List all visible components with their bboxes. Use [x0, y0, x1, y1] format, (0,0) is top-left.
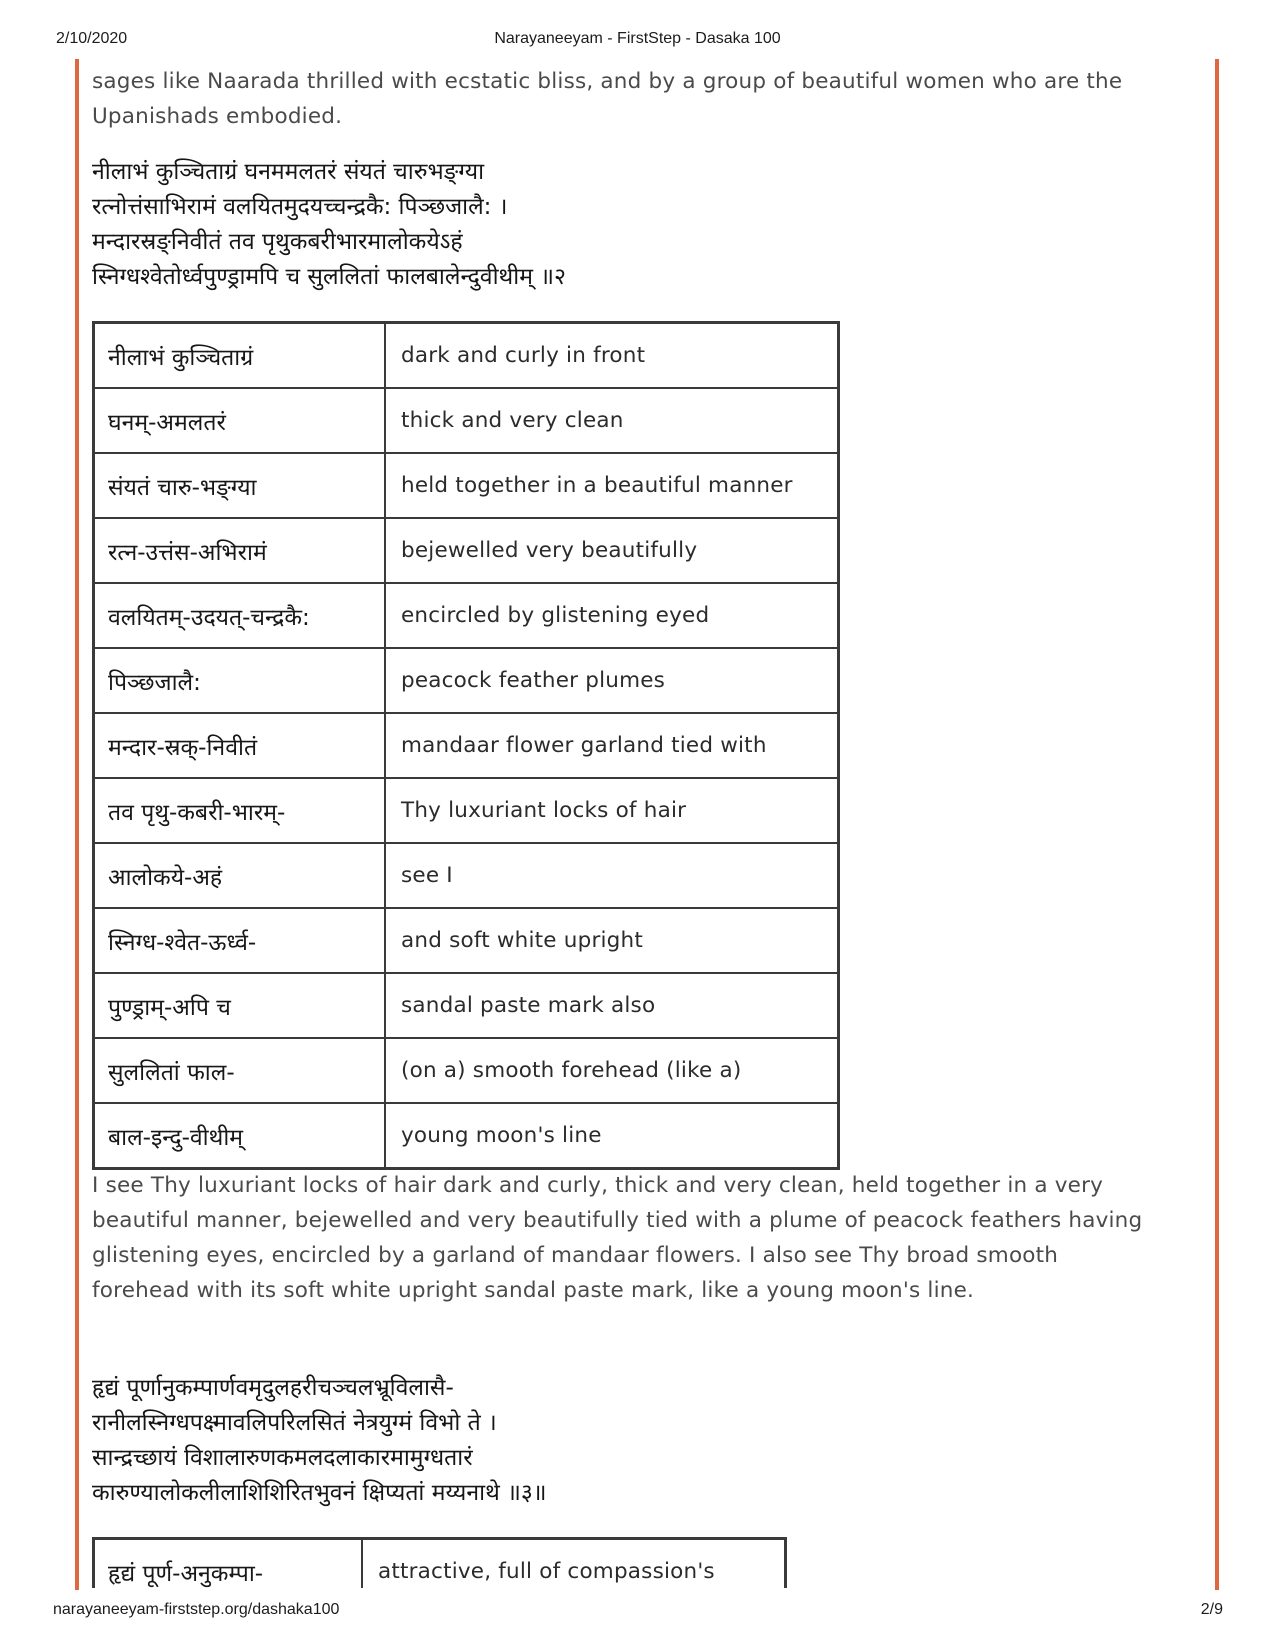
translation-paragraph: I see Thy luxuriant locks of hair dark and curly, thick and very clean, held together in a very beautiful manner, bejewelled and very beautifully tied with a plume of peacock feathers having glistening eyes, encircled by a garland of mandaar flowers. I also see Thy broad smooth forehead with its soft white upright sandal paste mark, like a young moon's line.	[92, 1173, 1143, 1303]
sanskrit-word-cell: घनम्-अमलतरं	[94, 388, 386, 453]
verse-line: मन्दारस्रङ्निवीतं तव पृथुकबरीभारमालोकयेऽहं	[92, 229, 463, 255]
glossary-row	[94, 973, 839, 1038]
sanskrit-word-cell: वलयितम्-उदयत्-चन्द्रकै:	[94, 583, 386, 648]
english-meaning-cell: attractive, full of compassion's	[362, 1539, 786, 1589]
verse-line: रत्नोत्तंसाभिरामं वलयितमुदयच्चन्द्रकै: पिञ्छजालै: ।	[92, 194, 508, 220]
sanskrit-word-cell: पिञ्छजालै:	[94, 648, 386, 713]
verse-line: नीलाभं कुञ्चिताग्रं घनममलतरं संयतं चारुभङ्ग्या	[92, 159, 485, 185]
sanskrit-word-cell: स्निग्ध-श्वेत-ऊर्ध्व-	[94, 908, 386, 973]
english-meaning-cell: (on a) smooth forehead (like a)	[385, 1038, 839, 1103]
glossary-table-verse2	[92, 321, 840, 1170]
glossary-row	[94, 1038, 839, 1103]
verse-line: सान्द्रच्छायं विशालारुणकमलदलाकारमामुग्धतारं	[92, 1445, 473, 1471]
glossary-row	[94, 713, 839, 778]
intro-paragraph: sages like Naarada thrilled with ecstatic bliss, and by a group of beautiful women who are the Upanishads embodied.	[92, 69, 1123, 129]
glossary-row	[94, 908, 839, 973]
glossary-row	[94, 453, 839, 518]
glossary-row	[94, 1539, 786, 1589]
right-margin-rule	[1215, 59, 1219, 1590]
english-meaning-cell: encircled by glistening eyed	[385, 583, 839, 648]
sanskrit-word-cell: पुण्ड्राम्-अपि च	[94, 973, 386, 1038]
sanskrit-verse-2	[92, 155, 566, 295]
verse-line: स्निग्धश्वेतोर्ध्वपुण्ड्रामपि च सुललितां फालबालेन्दुवीथीम् ॥२	[92, 264, 566, 290]
glossary-row	[94, 583, 839, 648]
sanskrit-word-cell: मन्दार-स्रक्-निवीतं	[94, 713, 386, 778]
left-margin-rule	[75, 59, 79, 1590]
sanskrit-word-cell: नीलाभं कुञ्चिताग्रं	[94, 323, 386, 389]
english-meaning-cell: peacock feather plumes	[385, 648, 839, 713]
verse-line: कारुण्यालोकलीलाशिशिरितभुवनं क्षिप्यतां मय्यनाथे ॥३॥	[92, 1480, 547, 1506]
english-meaning-cell: mandaar flower garland tied with	[385, 713, 839, 778]
english-meaning-cell: see I	[385, 843, 839, 908]
header-page-title: Narayaneeyam - FirstStep - Dasaka 100	[494, 30, 781, 47]
sanskrit-word-cell: तव पृथु-कबरी-भारम्-	[94, 778, 386, 843]
english-meaning-cell: held together in a beautiful manner	[385, 453, 839, 518]
sanskrit-word-cell: संयतं चारु-भङ्ग्या	[94, 453, 386, 518]
english-meaning-cell: and soft white upright	[385, 908, 839, 973]
sanskrit-word-cell: बाल-इन्दु-वीथीम्	[94, 1103, 386, 1169]
glossary-row	[94, 843, 839, 908]
footer-page-number: 2/9	[1200, 1601, 1223, 1618]
glossary-row	[94, 388, 839, 453]
english-meaning-cell: bejewelled very beautifully	[385, 518, 839, 583]
english-meaning-cell: dark and curly in front	[385, 323, 839, 389]
glossary-table-verse2-wrapper	[92, 321, 840, 1170]
glossary-row	[94, 1103, 839, 1169]
footer-source-url: narayaneeyam-firststep.org/dashaka100	[53, 1601, 340, 1618]
glossary-row	[94, 648, 839, 713]
sanskrit-word-cell: सुललितां फाल-	[94, 1038, 386, 1103]
header-print-date: 2/10/2020	[56, 30, 128, 47]
glossary-row	[94, 778, 839, 843]
english-meaning-cell: thick and very clean	[385, 388, 839, 453]
verse-line: रानीलस्निग्धपक्ष्मावलिपरिलसितं नेत्रयुग्मं विभो ते ।	[92, 1410, 497, 1436]
glossary-table-verse3-wrapper	[92, 1537, 787, 1588]
glossary-row	[94, 518, 839, 583]
english-meaning-cell: Thy luxuriant locks of hair	[385, 778, 839, 843]
sanskrit-word-cell: हृद्यं पूर्ण-अनुकम्पा-	[94, 1539, 363, 1589]
sanskrit-verse-3	[92, 1371, 547, 1511]
sanskrit-word-cell: रत्न-उत्तंस-अभिरामं	[94, 518, 386, 583]
glossary-row	[94, 323, 839, 389]
english-meaning-cell: young moon's line	[385, 1103, 839, 1169]
verse-line: हृद्यं पूर्णानुकम्पार्णवमृदुलहरीचञ्चलभ्रूविलासै-	[92, 1375, 454, 1401]
sanskrit-word-cell: आलोकये-अहं	[94, 843, 386, 908]
glossary-table-verse3	[92, 1537, 787, 1588]
english-meaning-cell: sandal paste mark also	[385, 973, 839, 1038]
